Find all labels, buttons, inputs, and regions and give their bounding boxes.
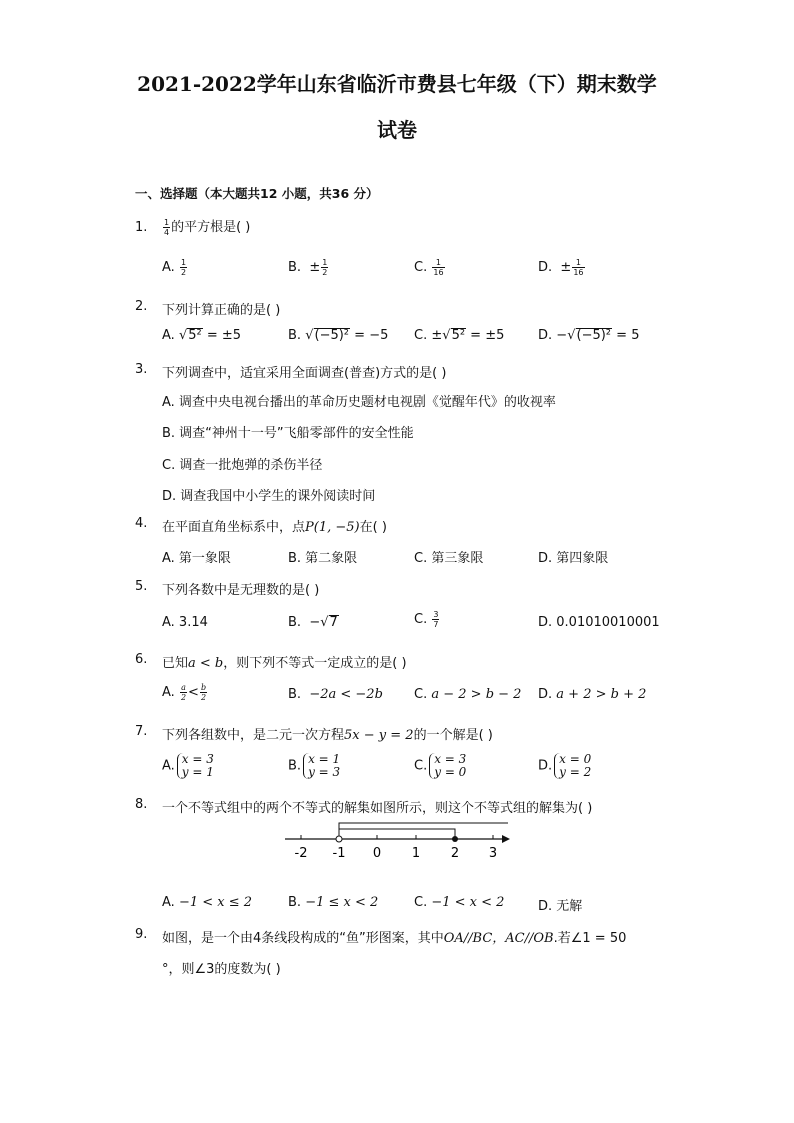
q1-fraction: $\frac{1}{4}$: [164, 218, 170, 237]
q3-option-a: A. 调查中央电视台播出的革命历史题材电视剧《觉醒年代》的收视率: [162, 395, 556, 410]
q3-option-c: C. 调查一批炮弹的杀伤半径: [162, 458, 323, 473]
q1-option-c: C. $\frac{1}{16}$: [414, 258, 444, 277]
q2-option-c: C. ±√5² = ±5: [414, 328, 505, 343]
q7-number: 7.: [135, 724, 148, 739]
q9-stem-line2: °，则∠3的度数为( ): [162, 962, 281, 977]
open-circle-icon: [336, 836, 342, 842]
tick-label: -2: [294, 846, 308, 861]
q9-number: 9.: [135, 927, 148, 942]
q4-stem: 在平面直角坐标系中，点P(1, −5)在( ): [162, 520, 387, 535]
page-title-line2: 试卷: [377, 118, 417, 142]
q8-option-b: B. −1 ≤ x < 2: [288, 895, 379, 910]
q5-option-d: D. 0.01010010001: [538, 615, 660, 630]
q3-option-b: B. 调查“神州十一号”飞船零部件的安全性能: [162, 426, 414, 441]
q6-option-c: C. a − 2 > b − 2: [414, 687, 522, 702]
q5-option-c: C. $\frac{3}{7}$: [414, 610, 439, 629]
q6-number: 6.: [135, 652, 148, 667]
section-heading: 一、选择题（本大题共12 小题，共36 分）: [135, 186, 379, 201]
q2-stem: 下列计算正确的是( ): [162, 303, 281, 318]
ray-less-equal-2: [339, 829, 455, 839]
q7-stem: 下列各组数中，是二元一次方程5x − y = 2的一个解是( ): [162, 728, 493, 743]
number-line-figure: [280, 815, 520, 863]
q1-option-a: A. $\frac{1}{2}$: [162, 258, 187, 277]
q5-option-a: A. 3.14: [162, 615, 208, 630]
q6-stem: 已知a < b，则下列不等式一定成立的是( ): [162, 656, 407, 671]
tick-label: 1: [411, 846, 421, 861]
q7-option-b: B. x = 1 y = 3: [288, 752, 341, 779]
q8-option-d: D. 无解: [538, 899, 583, 914]
q4-option-b: B. 第二象限: [288, 551, 358, 566]
filled-circle-icon: [452, 836, 458, 842]
q7-option-a: A. x = 3 y = 1: [162, 752, 214, 779]
q3-number: 3.: [135, 362, 148, 377]
q4-option-c: C. 第三象限: [414, 551, 484, 566]
q4-option-d: D. 第四象限: [538, 551, 609, 566]
q9-stem-line1: 如图，是一个由4条线段构成的“鱼”形图案，其中OA//BC，AC//OB.若∠1 = 50: [162, 931, 627, 946]
q6-option-b: B. −2a < −2b: [288, 687, 383, 702]
q1-option-d: D. ± $\frac{1}{16}$: [538, 258, 584, 277]
q8-option-a: A. −1 < x ≤ 2: [162, 895, 253, 910]
q2-option-b: B. √(−5)² = −5: [288, 328, 389, 343]
q1-number: 1.: [135, 220, 148, 235]
q6-option-a: A. $\frac{a}{2}$ < $\frac{b}{2}$: [162, 683, 207, 702]
q5-stem: 下列各数中是无理数的是( ): [162, 583, 320, 598]
q5-number: 5.: [135, 579, 148, 594]
tick-label: 2: [450, 846, 460, 861]
q8-stem: 一个不等式组中的两个不等式的解集如图所示，则这个不等式组的解集为( ): [162, 801, 593, 816]
page-title: 2021-2022学年山东省临沂市费县七年级（下）期末数学: [137, 72, 657, 96]
q2-option-d: D. −√(−5)² = 5: [538, 328, 640, 343]
tick-label: -1: [332, 846, 346, 861]
q2-number: 2.: [135, 299, 148, 314]
q3-option-d: D. 调查我国中小学生的课外阅读时间: [162, 489, 376, 504]
tick-label: 0: [372, 846, 382, 861]
q8-number: 8.: [135, 797, 148, 812]
q1-stem: $\frac{1}{4}$ 的平方根是( ): [164, 218, 251, 237]
q1-option-b: B. ± $\frac{1}{2}$: [288, 258, 328, 277]
q3-stem: 下列调查中，适宜采用全面调查(普查)方式的是( ): [162, 366, 447, 381]
q5-option-b: B. −√7: [288, 615, 338, 630]
q2-option-a: A. √5² = ±5: [162, 328, 242, 343]
q7-option-c: C. x = 3 y = 0: [414, 752, 467, 779]
q7-option-d: D. x = 0 y = 2: [538, 752, 592, 779]
q4-option-a: A. 第一象限: [162, 551, 231, 566]
tick-label: 3: [488, 846, 498, 861]
q8-option-c: C. −1 < x < 2: [414, 895, 505, 910]
q6-option-d: D. a + 2 > b + 2: [538, 687, 647, 702]
q4-number: 4.: [135, 516, 148, 531]
number-line-arrow-icon: [502, 835, 510, 843]
ray-greater-than-minus-1: [339, 823, 508, 839]
